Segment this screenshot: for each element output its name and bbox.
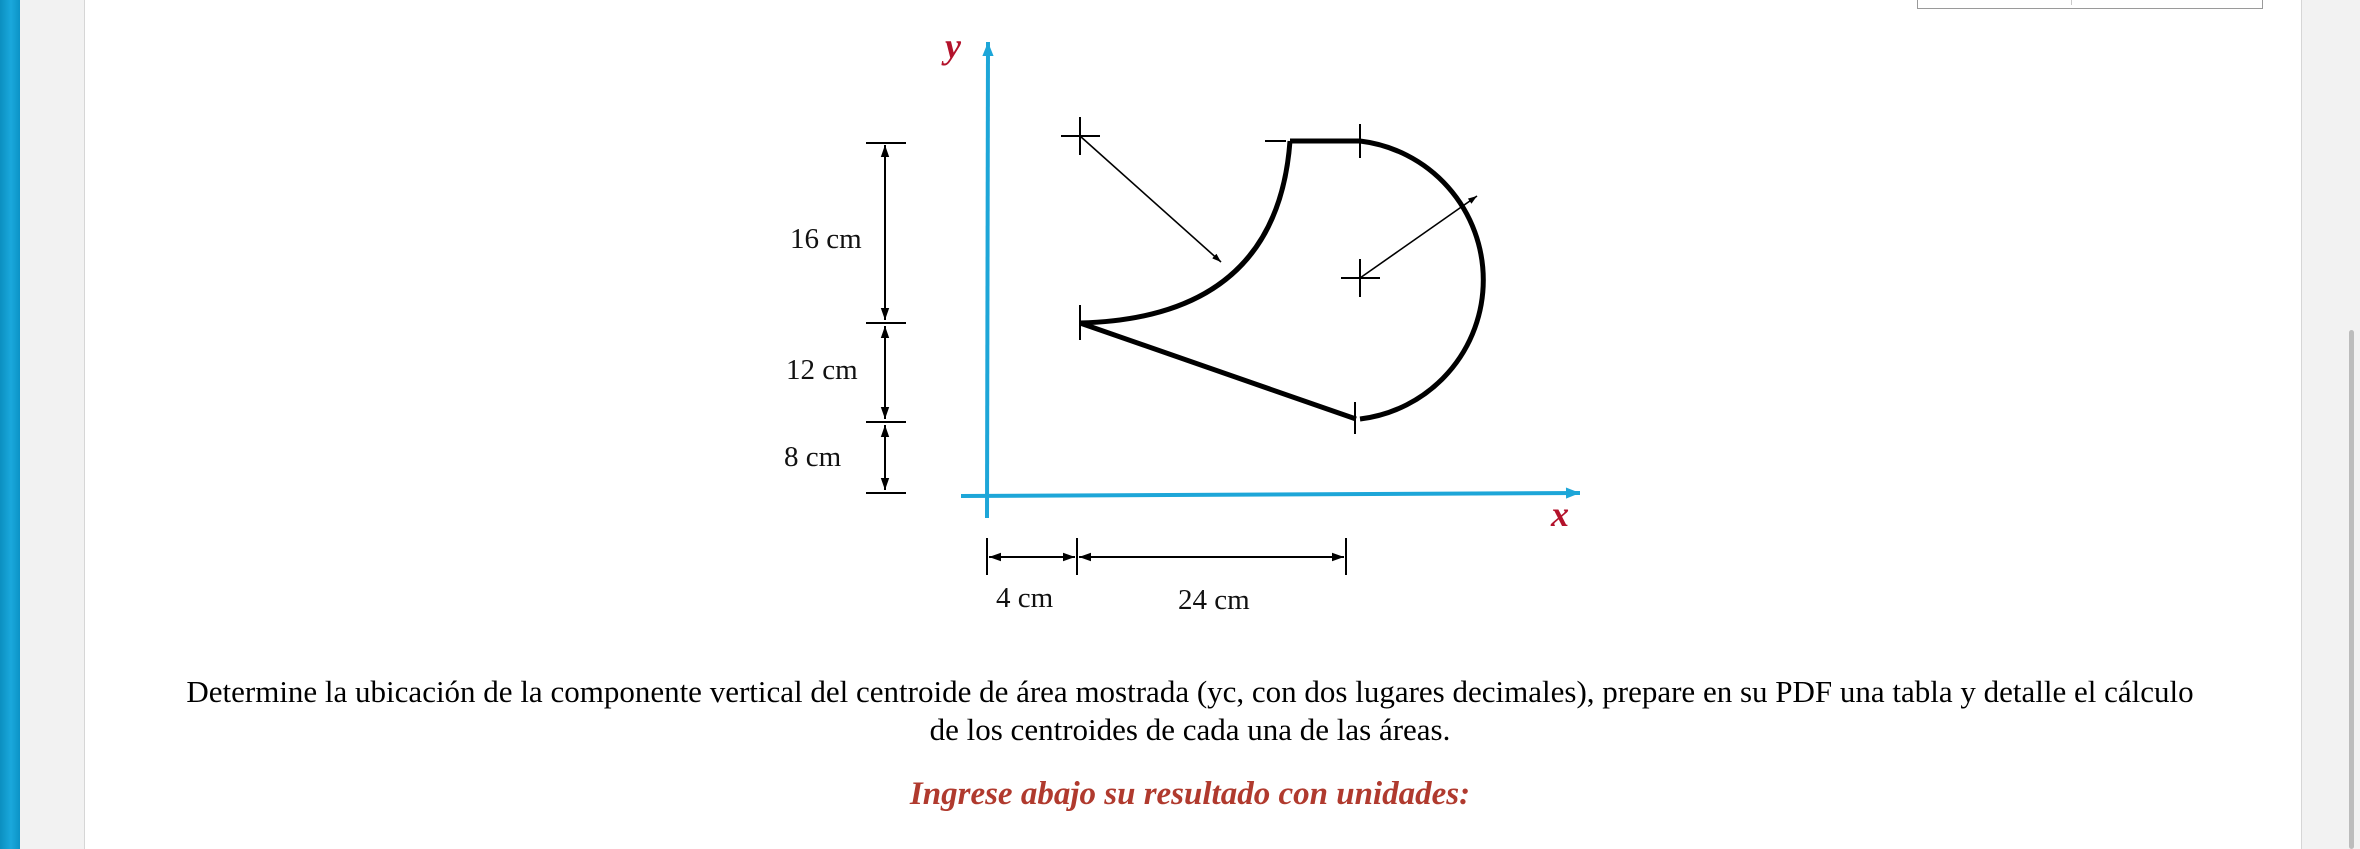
x-axis [961, 493, 1580, 496]
semicircle-radius-arrow [1360, 196, 1477, 278]
y-axis-label: y [945, 26, 961, 66]
dim-label-8cm: 8 cm [784, 441, 842, 473]
scrollbar-thumb[interactable] [2349, 330, 2354, 849]
shape-bottom-line [1080, 323, 1356, 419]
shape-semicircle [1360, 141, 1483, 419]
horizontal-dimensions [987, 538, 1346, 575]
question-text: Determine la ubicación de la componente vertical del centroide de área mostrada (yc, con dos lugares decimales), prepare en su PDF una tabla y detalle el cálculo de los centroides de cada una de las áreas. [186, 674, 2194, 747]
arc-radius-arrow [1080, 136, 1221, 262]
vertical-dimensions [866, 143, 906, 493]
dim-label-4cm: 4 cm [996, 582, 1054, 614]
y-axis [987, 42, 988, 518]
shape-concave-arc [1080, 141, 1290, 323]
dim-label-12cm: 12 cm [786, 354, 858, 386]
dim-label-24cm: 24 cm [1178, 584, 1250, 616]
answer-prompt: Ingrese abajo su resultado con unidades: [909, 776, 1471, 812]
dim-label-16cm: 16 cm [790, 223, 862, 255]
x-axis-label: x [1551, 494, 1569, 534]
